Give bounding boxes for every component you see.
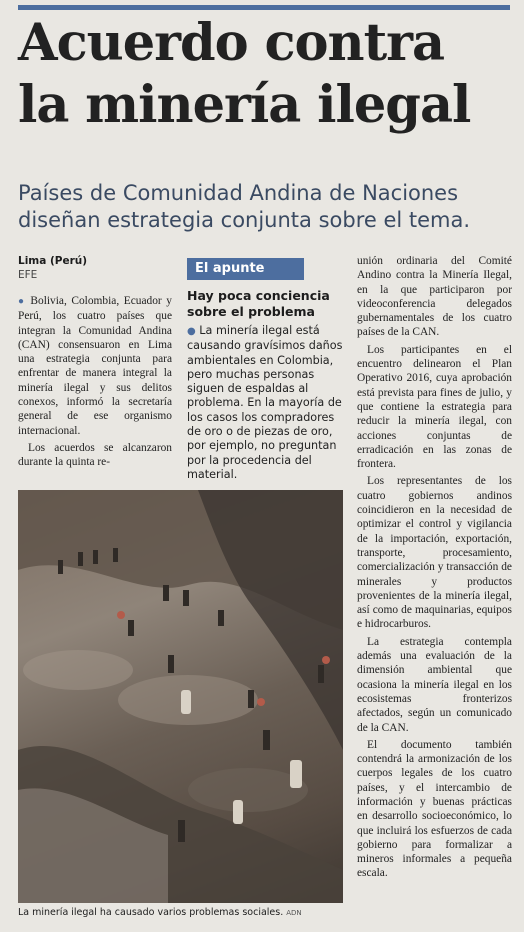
caption-text: La minería ilegal ha causado varios problemas sociales. xyxy=(18,907,284,918)
headline xyxy=(18,12,510,136)
bullet-icon: ● xyxy=(187,326,196,337)
top-rule xyxy=(18,5,510,10)
dateline-city: Lima (Perú) xyxy=(18,255,88,267)
article-paragraph: El documento también contendrá la armonización de los cuerpos legales de los cuatro países, y el intercambio de información y buenas prácticas en desarrollo socioeconómico, lo que incluirá los esfuerzos de cada gobierno para formalizar a mineros informales a pequeña escala. xyxy=(357,738,512,880)
article-column-3 xyxy=(357,254,512,884)
article-paragraph: Los representantes de los cuatro gobiernos andinos coincidieron en la necesidad de optimizar el control y vigilancia de la importación, exportación, transporte, procesamiento, comercialización y transacción de minerales y productos provenientes de la minería ilegal, así como de maquinarias, equipos e hidrocarburos. xyxy=(357,475,512,631)
article-paragraph: Los acuerdos se alcanzaron durante la quinta re- xyxy=(18,441,172,469)
dateline-agency: EFE xyxy=(18,269,38,281)
sidebar-tag: El apunte xyxy=(187,258,304,280)
headline-line-2: la minería ilegal xyxy=(18,75,471,135)
sidebar-text: La minería ilegal está causando gravísimos daños ambientales en Colombia, pero muchas personas siguen de espaldas al problema. En la mayoría de los casos los compradores de oro o de piezas de oro, por ejemplo, no preguntan por la procedencia del material. xyxy=(187,324,343,481)
paragraph-text: Bolivia, Colombia, Ecuador y Perú, los cuatro países que integran la Comunidad Andina (CAN) consensuaron en Lima una estrategia conjunta para enfrentar de manera integral la minería ilegal y sus delitos conexos, informó la secretaría general de ese organismo internacional. xyxy=(18,295,172,437)
sidebar-box xyxy=(187,257,343,482)
article-paragraph: unión ordinaria del Comité Andino contra la Minería Ilegal, en la que participaron por videoconferencia delegados gubernamentales de los cuatro países de la CAN. xyxy=(357,255,512,339)
article-paragraph: La estrategia contempla además una evaluación de la dimensión ambiental que ocasiona la minería ilegal en los ecosistemas fronterizos afectados, según un comunicado de la CAN. xyxy=(357,635,512,734)
mining-scene-illustration xyxy=(18,490,343,903)
sidebar-body xyxy=(187,324,343,482)
photo-caption xyxy=(18,907,348,919)
article-paragraph: Los participantes en el encuentro delinearon el Plan Operativo 2016, cuya aprobación está prevista para fines de julio, y que contiene la estrategia para reducir la minería ilegal, con acciones conjuntas de erradicación en las zonas de frontera. xyxy=(357,343,512,471)
article-column-1 xyxy=(18,294,172,473)
mining-photo xyxy=(18,490,343,903)
bullet-icon: ● xyxy=(18,296,26,307)
subheadline: Países de Comunidad Andina de Naciones diseñan estrategia conjunta sobre el tema. xyxy=(18,181,471,232)
article-paragraph xyxy=(18,294,172,438)
headline-line-1: Acuerdo contra xyxy=(18,13,445,73)
sidebar-title: Hay poca conciencia sobre el problema xyxy=(187,288,330,319)
photo-credit: ADN xyxy=(286,909,302,917)
dateline xyxy=(18,254,173,282)
